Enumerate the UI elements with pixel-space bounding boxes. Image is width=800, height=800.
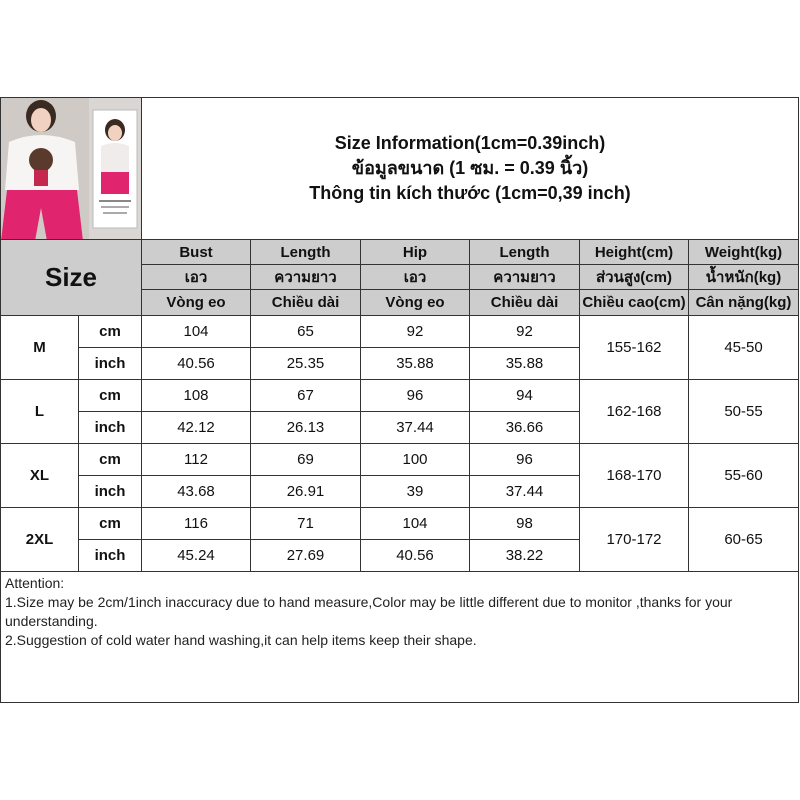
height-range: 155-162 bbox=[580, 316, 689, 380]
measurement-cm: 67 bbox=[251, 380, 361, 412]
column-header-en: Length bbox=[470, 240, 580, 265]
measurement-inch: 45.24 bbox=[142, 540, 251, 572]
measurement-inch: 36.66 bbox=[470, 412, 580, 444]
measurement-inch: 40.56 bbox=[361, 540, 470, 572]
column-header-th: เอว bbox=[361, 265, 470, 290]
measurement-inch: 39 bbox=[361, 476, 470, 508]
measurement-cm: 71 bbox=[251, 508, 361, 540]
notes-heading: Attention: bbox=[5, 575, 65, 591]
measurement-cm: 96 bbox=[361, 380, 470, 412]
column-header-vi: Vòng eo bbox=[142, 290, 251, 316]
column-header-en: Height(cm) bbox=[580, 240, 689, 265]
unit-inch-label: inch bbox=[79, 348, 142, 380]
note-line-1: 1.Size may be 2cm/1inch inaccuracy due to hand measure,Color may be little different due to monitor ,thanks for your understanding. bbox=[5, 594, 733, 629]
column-header-th: ความยาว bbox=[470, 265, 580, 290]
column-header-en: Hip bbox=[361, 240, 470, 265]
column-header-en: Length bbox=[251, 240, 361, 265]
title-english: Size Information(1cm=0.39inch) bbox=[334, 133, 606, 153]
height-range: 168-170 bbox=[580, 444, 689, 508]
unit-cm-label: cm bbox=[79, 444, 142, 476]
title-block bbox=[142, 97, 799, 240]
weight-range: 55-60 bbox=[689, 444, 799, 508]
column-header-vi: Chiều dài bbox=[251, 290, 361, 316]
size-header: Size bbox=[1, 240, 142, 316]
column-header-th: ความยาว bbox=[251, 265, 361, 290]
unit-inch-label: inch bbox=[79, 412, 142, 444]
unit-inch-label: inch bbox=[79, 540, 142, 572]
measurement-cm: 104 bbox=[361, 508, 470, 540]
size-label: 2XL bbox=[1, 508, 79, 572]
measurement-cm: 108 bbox=[142, 380, 251, 412]
size-label: XL bbox=[1, 444, 79, 508]
column-header-vi: Chiều dài bbox=[470, 290, 580, 316]
note-line-2: 2.Suggestion of cold water hand washing,it can help items keep their shape. bbox=[5, 632, 477, 648]
measurement-inch: 26.91 bbox=[251, 476, 361, 508]
measurement-inch: 40.56 bbox=[142, 348, 251, 380]
title-vietnamese: Thông tin kích thước (1cm=0,39 inch) bbox=[309, 183, 631, 203]
measurement-inch: 38.22 bbox=[470, 540, 580, 572]
measurement-cm: 116 bbox=[142, 508, 251, 540]
height-range: 170-172 bbox=[580, 508, 689, 572]
measurement-cm: 92 bbox=[361, 316, 470, 348]
column-header-en: Weight(kg) bbox=[689, 240, 799, 265]
product-photo bbox=[0, 97, 142, 240]
column-header-vi: Chiều cao(cm) bbox=[580, 290, 689, 316]
column-header-th: ส่วนสูง(cm) bbox=[580, 265, 689, 290]
column-header-vi: Vòng eo bbox=[361, 290, 470, 316]
measurement-cm: 69 bbox=[251, 444, 361, 476]
measurement-inch: 42.12 bbox=[142, 412, 251, 444]
measurement-inch: 35.88 bbox=[361, 348, 470, 380]
measurement-inch: 37.44 bbox=[470, 476, 580, 508]
measurement-inch: 26.13 bbox=[251, 412, 361, 444]
measurement-cm: 100 bbox=[361, 444, 470, 476]
measurement-inch: 25.35 bbox=[251, 348, 361, 380]
weight-range: 45-50 bbox=[689, 316, 799, 380]
measurement-cm: 92 bbox=[470, 316, 580, 348]
column-header-th: เอว bbox=[142, 265, 251, 290]
unit-cm-label: cm bbox=[79, 508, 142, 540]
unit-cm-label: cm bbox=[79, 380, 142, 412]
unit-inch-label: inch bbox=[79, 476, 142, 508]
column-header-en: Bust bbox=[142, 240, 251, 265]
measurement-inch: 35.88 bbox=[470, 348, 580, 380]
product-photo-illustration bbox=[1, 98, 142, 240]
measurement-cm: 98 bbox=[470, 508, 580, 540]
size-label: M bbox=[1, 316, 79, 380]
column-header-vi: Cân nặng(kg) bbox=[689, 290, 799, 316]
measurement-inch: 43.68 bbox=[142, 476, 251, 508]
measurement-cm: 112 bbox=[142, 444, 251, 476]
height-range: 162-168 bbox=[580, 380, 689, 444]
measurement-cm: 65 bbox=[251, 316, 361, 348]
measurement-inch: 27.69 bbox=[251, 540, 361, 572]
weight-range: 50-55 bbox=[689, 380, 799, 444]
measurement-cm: 104 bbox=[142, 316, 251, 348]
measurement-cm: 94 bbox=[470, 380, 580, 412]
size-label: L bbox=[1, 380, 79, 444]
title-thai: ข้อมูลขนาด (1 ซม. = 0.39 นิ้ว) bbox=[351, 158, 589, 178]
attention-notes bbox=[0, 572, 799, 703]
unit-cm-label: cm bbox=[79, 316, 142, 348]
column-header-th: น้ำหนัก(kg) bbox=[689, 265, 799, 290]
measurement-inch: 37.44 bbox=[361, 412, 470, 444]
weight-range: 60-65 bbox=[689, 508, 799, 572]
measurement-cm: 96 bbox=[470, 444, 580, 476]
